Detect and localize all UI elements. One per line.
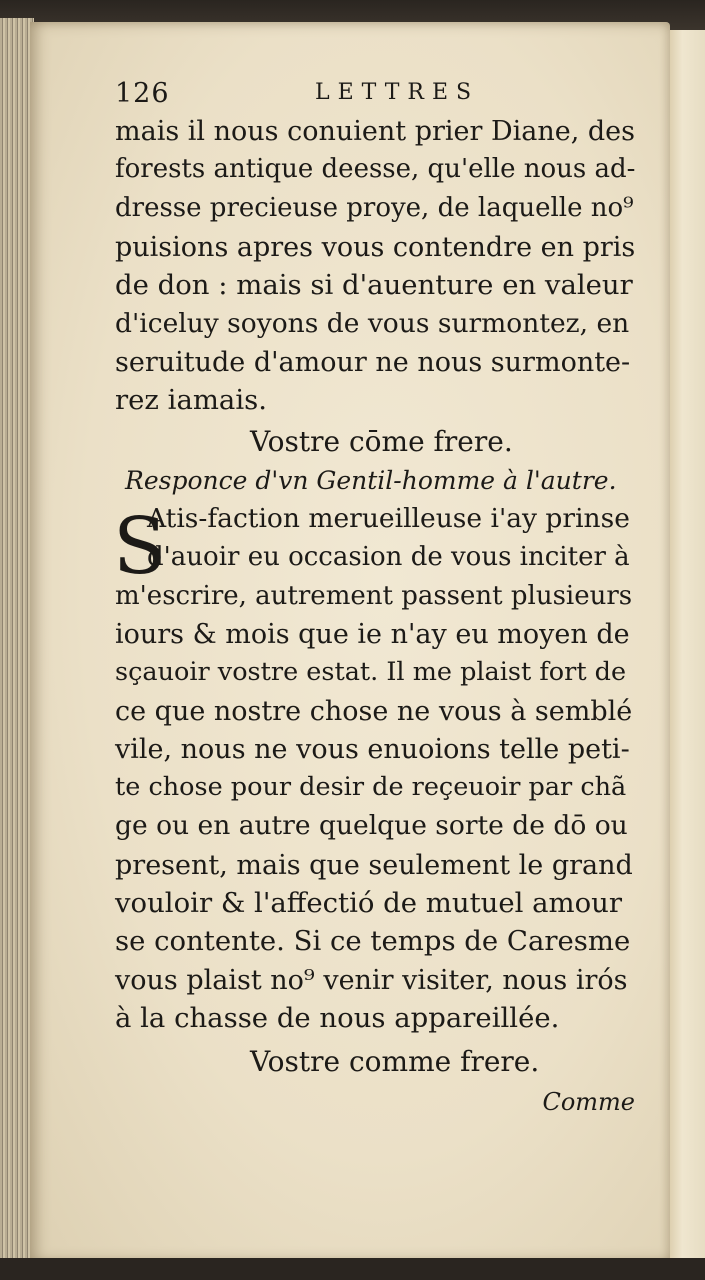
next-leaf-edge bbox=[664, 30, 705, 1260]
book-binding-bottom bbox=[0, 1258, 705, 1280]
text-line: mais il nous conuient prier Diane, des bbox=[115, 116, 636, 147]
letter-closing: Vostre cōme frere. bbox=[250, 425, 513, 458]
catchword: Comme bbox=[542, 1088, 635, 1116]
text-line: seruitude d'amour ne nous surmonte- bbox=[115, 347, 631, 378]
running-title: LETTRES bbox=[315, 80, 480, 105]
text-line: puisions apres vous contendre en pris bbox=[115, 232, 636, 263]
text-line: present, mais que seulement le grand bbox=[115, 850, 633, 881]
page-text bbox=[113, 78, 636, 1116]
drop-cap: S bbox=[113, 502, 167, 592]
letter-closing: Vostre comme frere. bbox=[250, 1045, 540, 1078]
text-line: rez iamais. bbox=[115, 384, 267, 416]
text-line: ce que nostre chose ne vous à semblé bbox=[115, 696, 633, 727]
text-line: ge ou en autre quelque sorte de dō ou bbox=[115, 810, 628, 841]
page-edges bbox=[0, 18, 34, 1280]
text-line: se contente. Si ce temps de Caresme bbox=[115, 925, 631, 957]
text-line: m'escrire, autrement passent plusieurs bbox=[115, 581, 633, 611]
text-line: vile, nous ne vous enuoions telle peti- bbox=[115, 734, 630, 765]
text-line: iours & mois que ie n'ay eu moyen de bbox=[115, 619, 630, 650]
letter-heading: Responce d'vn Gentil-homme à l'autre. bbox=[125, 466, 617, 495]
text-line: à la chasse de nous appareillée. bbox=[115, 1002, 560, 1034]
text-line: vous plaist no⁹ venir visiter, nous irós bbox=[115, 965, 628, 996]
text-line: de don : mais si d'auenture en valeur bbox=[115, 269, 633, 301]
text-line: sçauoir vostre estat. Il me plaist fort de bbox=[115, 657, 627, 687]
text-line: d'iceluy soyons de vous surmontez, en bbox=[115, 308, 630, 339]
text-line: Atis-faction merueilleuse i'ay prinse bbox=[147, 503, 630, 534]
page-number: 126 bbox=[115, 78, 170, 109]
text-line: forests antique deesse, qu'elle nous ad- bbox=[115, 154, 636, 184]
text-line: te chose pour desir de reçeuoir par chã bbox=[115, 772, 627, 802]
text-line: d'auoir eu occasion de vous inciter à bbox=[147, 542, 630, 572]
page-header bbox=[115, 78, 635, 118]
text-line: vouloir & l'affectió de mutuel amour bbox=[115, 887, 623, 919]
text-line: dresse precieuse proye, de laquelle no⁹ bbox=[115, 193, 634, 223]
